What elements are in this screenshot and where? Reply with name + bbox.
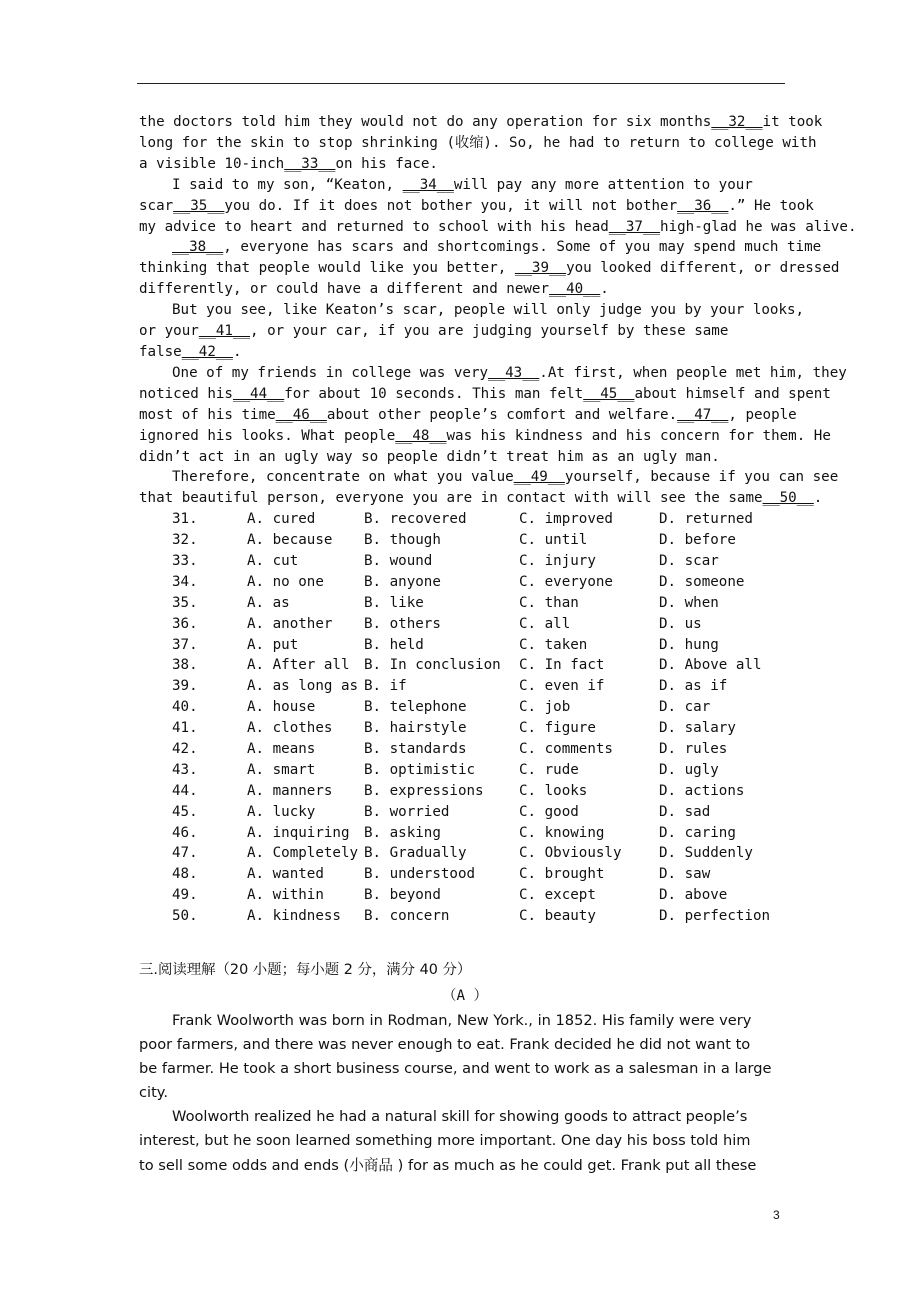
cloze-text: or your <box>139 323 199 340</box>
cloze-text: false <box>139 343 182 360</box>
option-a: A. house <box>247 699 316 716</box>
option-b: B. standards <box>364 741 467 758</box>
option-d: D. when <box>659 594 719 611</box>
cloze-text: thinking that people would like you better, <box>139 260 515 277</box>
answer-blank: __47__ <box>677 406 729 423</box>
cloze-text: yourself, because if you can see <box>564 469 839 486</box>
option-a: A. as long as <box>247 678 359 695</box>
option-c: C. comments <box>519 741 613 758</box>
option-row <box>139 802 839 823</box>
option-d: D. perfection <box>659 908 771 925</box>
cloze-line <box>139 217 857 238</box>
option-a: A. no one <box>247 573 324 590</box>
option-a: A. After all <box>247 657 350 674</box>
option-b: B. held <box>364 636 424 653</box>
cloze-text: high-glad he was alive. <box>660 218 857 235</box>
cloze-text: about other people’s comfort and welfare. <box>326 406 678 423</box>
cloze-line <box>139 112 839 133</box>
section-heading: 三.阅读理解（20 小题；每小题 2 分，满分 40 分） <box>139 962 472 978</box>
answer-blank: __50__ <box>762 490 814 507</box>
option-d: D. car <box>659 699 711 716</box>
reading-passage <box>139 1009 839 1178</box>
reading-line: Frank Woolworth was born in Rodman, New York., in 1852. His family were very <box>172 1012 752 1029</box>
option-c: C. improved <box>519 511 613 528</box>
cloze-text: long for the skin to stop shrinking (收缩). So, he had to return to college with <box>139 134 817 151</box>
cloze-text: .” He took <box>728 197 814 214</box>
cloze-text: for about 10 seconds. This man felt <box>284 385 584 402</box>
option-d: D. Above all <box>659 657 762 674</box>
question-number: 44. <box>172 782 198 799</box>
cloze-text: about himself and spent <box>634 385 831 402</box>
question-number: 37. <box>172 636 198 653</box>
answer-blank: __32__ <box>711 114 763 130</box>
reading-line: poor farmers, and there was never enough to eat. Frank decided he did not want to <box>139 1036 751 1054</box>
answer-blank: __44__ <box>232 385 285 402</box>
cloze-text: a visible 10-inch <box>139 155 285 172</box>
option-c: C. job <box>519 699 571 716</box>
question-number: 40. <box>172 699 198 716</box>
option-row <box>139 843 839 864</box>
cloze-text: One of my friends in college was very <box>172 364 489 381</box>
option-row <box>139 572 839 593</box>
cloze-line <box>139 196 839 217</box>
option-d: D. saw <box>659 866 711 883</box>
option-d: D. salary <box>659 720 736 737</box>
reading-line: Woolworth realized he had a natural skill for showing goods to attract people’s <box>172 1108 748 1126</box>
answer-blank: __42__ <box>181 343 233 360</box>
cloze-text: that beautiful person, everyone you are in contact with will see the same <box>139 490 763 507</box>
question-number: 49. <box>172 887 198 904</box>
cloze-line <box>139 447 839 468</box>
option-row <box>139 593 839 614</box>
option-c: C. brought <box>519 866 605 883</box>
cloze-text: , people <box>728 406 797 423</box>
option-d: D. returned <box>659 511 753 528</box>
option-a: A. cured <box>247 511 316 528</box>
option-c: C. everyone <box>519 573 613 590</box>
option-a: A. as <box>247 594 290 611</box>
option-a: A. within <box>247 887 324 904</box>
option-c: C. taken <box>519 636 588 653</box>
answer-blank: __40__ <box>549 281 601 298</box>
option-row <box>139 635 839 656</box>
cloze-passage <box>139 112 857 927</box>
option-a: A. smart <box>247 761 316 778</box>
option-c: C. even if <box>519 678 605 695</box>
option-b: B. wound <box>364 553 433 569</box>
answer-blank: __35__ <box>173 197 225 214</box>
answer-blank: __43__ <box>488 364 540 381</box>
cloze-text: , or your car, if you are judging yourself by these same <box>250 323 729 340</box>
answer-blank: __49__ <box>513 469 565 486</box>
cloze-line <box>139 363 847 384</box>
answer-blank: __33__ <box>284 155 336 172</box>
option-a: A. put <box>247 636 299 653</box>
option-b: B. anyone <box>364 573 441 590</box>
cloze-text: it took <box>762 114 823 130</box>
option-row <box>139 885 839 906</box>
option-b: B. like <box>364 594 424 611</box>
question-number: 34. <box>172 573 198 590</box>
cloze-text: . <box>600 281 609 298</box>
cloze-line <box>139 488 839 509</box>
option-b: B. telephone <box>364 699 467 716</box>
reading-line: city. <box>139 1084 168 1102</box>
option-d: D. hung <box>659 636 719 653</box>
option-c: C. good <box>519 803 579 820</box>
question-number: 41. <box>172 720 198 737</box>
question-number: 46. <box>172 824 198 841</box>
option-c: C. Obviously <box>519 845 622 862</box>
option-d: D. scar <box>659 553 719 569</box>
option-d: D. Suddenly <box>659 845 753 862</box>
option-row <box>139 760 839 781</box>
option-row <box>139 614 839 635</box>
option-c: C. In fact <box>519 657 605 674</box>
option-d: D. as if <box>659 678 728 695</box>
cloze-text: . <box>813 490 823 507</box>
cloze-text: didn’t act in an ugly way so people didn’t treat him as an ugly man. <box>139 448 720 465</box>
question-number: 31. <box>172 511 198 528</box>
cloze-text: ignored his looks. What people <box>139 427 396 444</box>
page-number: 3 <box>773 1208 780 1222</box>
passage-label: （A ） <box>442 988 488 1004</box>
cloze-text: most of his time <box>139 406 276 423</box>
cloze-text: you do. If it does not bother you, it will not bother <box>224 197 678 214</box>
question-number: 33. <box>172 553 198 569</box>
answer-blank: __41__ <box>198 323 251 340</box>
question-number: 50. <box>172 908 198 925</box>
cloze-text: differently, or could have a different and newer <box>139 281 549 298</box>
cloze-line <box>139 154 839 175</box>
cloze-line <box>139 133 839 154</box>
option-d: D. someone <box>659 573 745 590</box>
option-d: D. above <box>659 887 728 904</box>
option-b: B. asking <box>364 824 441 841</box>
cloze-text: the doctors told him they would not do any operation for six months <box>139 114 712 130</box>
option-b: B. hairstyle <box>364 720 467 737</box>
question-number: 39. <box>172 678 198 695</box>
option-row <box>139 530 839 551</box>
cloze-line <box>139 300 839 321</box>
option-b: B. Gradually <box>364 845 467 862</box>
header-rule <box>137 83 785 84</box>
option-c: C. than <box>519 594 579 611</box>
option-d: D. ugly <box>659 761 719 778</box>
option-a: A. because <box>247 532 333 549</box>
option-b: B. if <box>364 678 407 695</box>
answer-blank: __36__ <box>677 197 729 214</box>
cloze-text: you looked different, or dressed <box>566 260 840 277</box>
option-row <box>139 697 839 718</box>
cloze-line <box>139 237 839 258</box>
option-c: C. figure <box>519 720 596 737</box>
cloze-line <box>139 175 839 196</box>
option-a: A. clothes <box>247 720 333 737</box>
question-number: 36. <box>172 615 198 632</box>
question-number: 32. <box>172 532 198 549</box>
option-a: A. inquiring <box>247 824 350 841</box>
answer-blank: __39__ <box>514 260 567 277</box>
reading-line: interest, but he soon learned something more important. One day his boss told him <box>139 1132 751 1150</box>
question-number: 38. <box>172 657 198 674</box>
option-d: D. sad <box>659 803 711 820</box>
cloze-text: . <box>232 343 242 360</box>
option-b: B. concern <box>364 908 450 925</box>
option-b: B. In conclusion <box>364 657 501 674</box>
option-row <box>139 823 839 844</box>
option-a: A. lucky <box>247 803 316 820</box>
cloze-text: .At first, when people met him, they <box>539 364 847 381</box>
option-row <box>139 864 839 885</box>
cloze-text: on his face. <box>335 155 438 172</box>
option-b: B. worried <box>364 803 450 820</box>
answer-blank: __45__ <box>583 385 635 402</box>
reading-section <box>139 958 839 1178</box>
cloze-text: was his kindness and his concern for them. He <box>446 427 831 444</box>
question-number: 35. <box>172 594 198 611</box>
cloze-line <box>139 467 839 488</box>
option-a: A. kindness <box>247 908 341 925</box>
cloze-text: scar <box>139 197 174 214</box>
option-a: A. manners <box>247 782 333 799</box>
option-a: A. means <box>247 741 316 758</box>
cloze-text: my advice to heart and returned to school with his head <box>139 218 609 235</box>
option-row <box>139 906 839 927</box>
option-row <box>139 739 839 760</box>
option-a: A. Completely <box>247 845 359 862</box>
option-d: D. actions <box>659 782 745 799</box>
cloze-line <box>139 321 839 342</box>
option-d: D. us <box>659 615 702 632</box>
reading-line: to sell some odds and ends (小商品 ) for as much as he could get. Frank put all these <box>139 1156 757 1174</box>
question-number: 42. <box>172 741 198 758</box>
question-number: 48. <box>172 866 198 883</box>
answer-blank: __38__ <box>172 239 224 256</box>
option-c: C. except <box>519 887 596 904</box>
option-a: A. another <box>247 615 333 632</box>
option-d: D. rules <box>659 741 728 758</box>
option-b: B. though <box>364 532 441 549</box>
option-row <box>139 551 839 572</box>
option-row <box>139 781 839 802</box>
option-b: B. understood <box>364 866 476 883</box>
option-c: C. rude <box>519 761 579 778</box>
option-b: B. beyond <box>364 887 441 904</box>
question-number: 43. <box>172 761 198 778</box>
answer-options <box>139 509 839 927</box>
cloze-line <box>139 258 839 279</box>
option-c: C. knowing <box>519 824 605 841</box>
cloze-line <box>139 426 839 447</box>
option-a: A. cut <box>247 553 299 569</box>
option-row <box>139 509 839 530</box>
cloze-text: I said to my son, “Keaton, <box>172 176 403 193</box>
cloze-text: noticed his <box>139 385 233 402</box>
option-b: B. others <box>364 615 441 632</box>
option-d: D. before <box>659 532 736 549</box>
cloze-text: But you see, like Keaton’s scar, people will only judge you by your looks, <box>172 302 805 319</box>
option-b: B. recovered <box>364 511 467 528</box>
cloze-line <box>139 405 839 426</box>
cloze-text: will pay any more attention to your <box>453 176 753 193</box>
cloze-line <box>139 279 839 300</box>
option-b: B. expressions <box>364 782 484 799</box>
option-c: C. injury <box>519 553 596 569</box>
cloze-text: , everyone has scars and shortcomings. Some of you may spend much time <box>223 239 822 256</box>
option-d: D. caring <box>659 824 736 841</box>
option-c: C. all <box>519 615 571 632</box>
option-row <box>139 655 839 676</box>
answer-blank: __34__ <box>402 176 454 193</box>
option-row <box>139 676 839 697</box>
option-c: C. until <box>519 532 588 549</box>
answer-blank: __48__ <box>395 427 447 444</box>
question-number: 47. <box>172 845 198 862</box>
answer-blank: __46__ <box>275 406 327 423</box>
reading-line: be farmer. He took a short business course, and went to work as a salesman in a large <box>139 1060 772 1078</box>
cloze-text: Therefore, concentrate on what you value <box>172 469 514 486</box>
question-number: 45. <box>172 803 198 820</box>
option-c: C. beauty <box>519 908 596 925</box>
option-a: A. wanted <box>247 866 324 883</box>
cloze-line <box>139 342 839 363</box>
option-b: B. optimistic <box>364 761 476 778</box>
cloze-line <box>139 384 839 405</box>
answer-blank: __37__ <box>608 218 661 235</box>
option-c: C. looks <box>519 782 588 799</box>
option-row <box>139 718 839 739</box>
